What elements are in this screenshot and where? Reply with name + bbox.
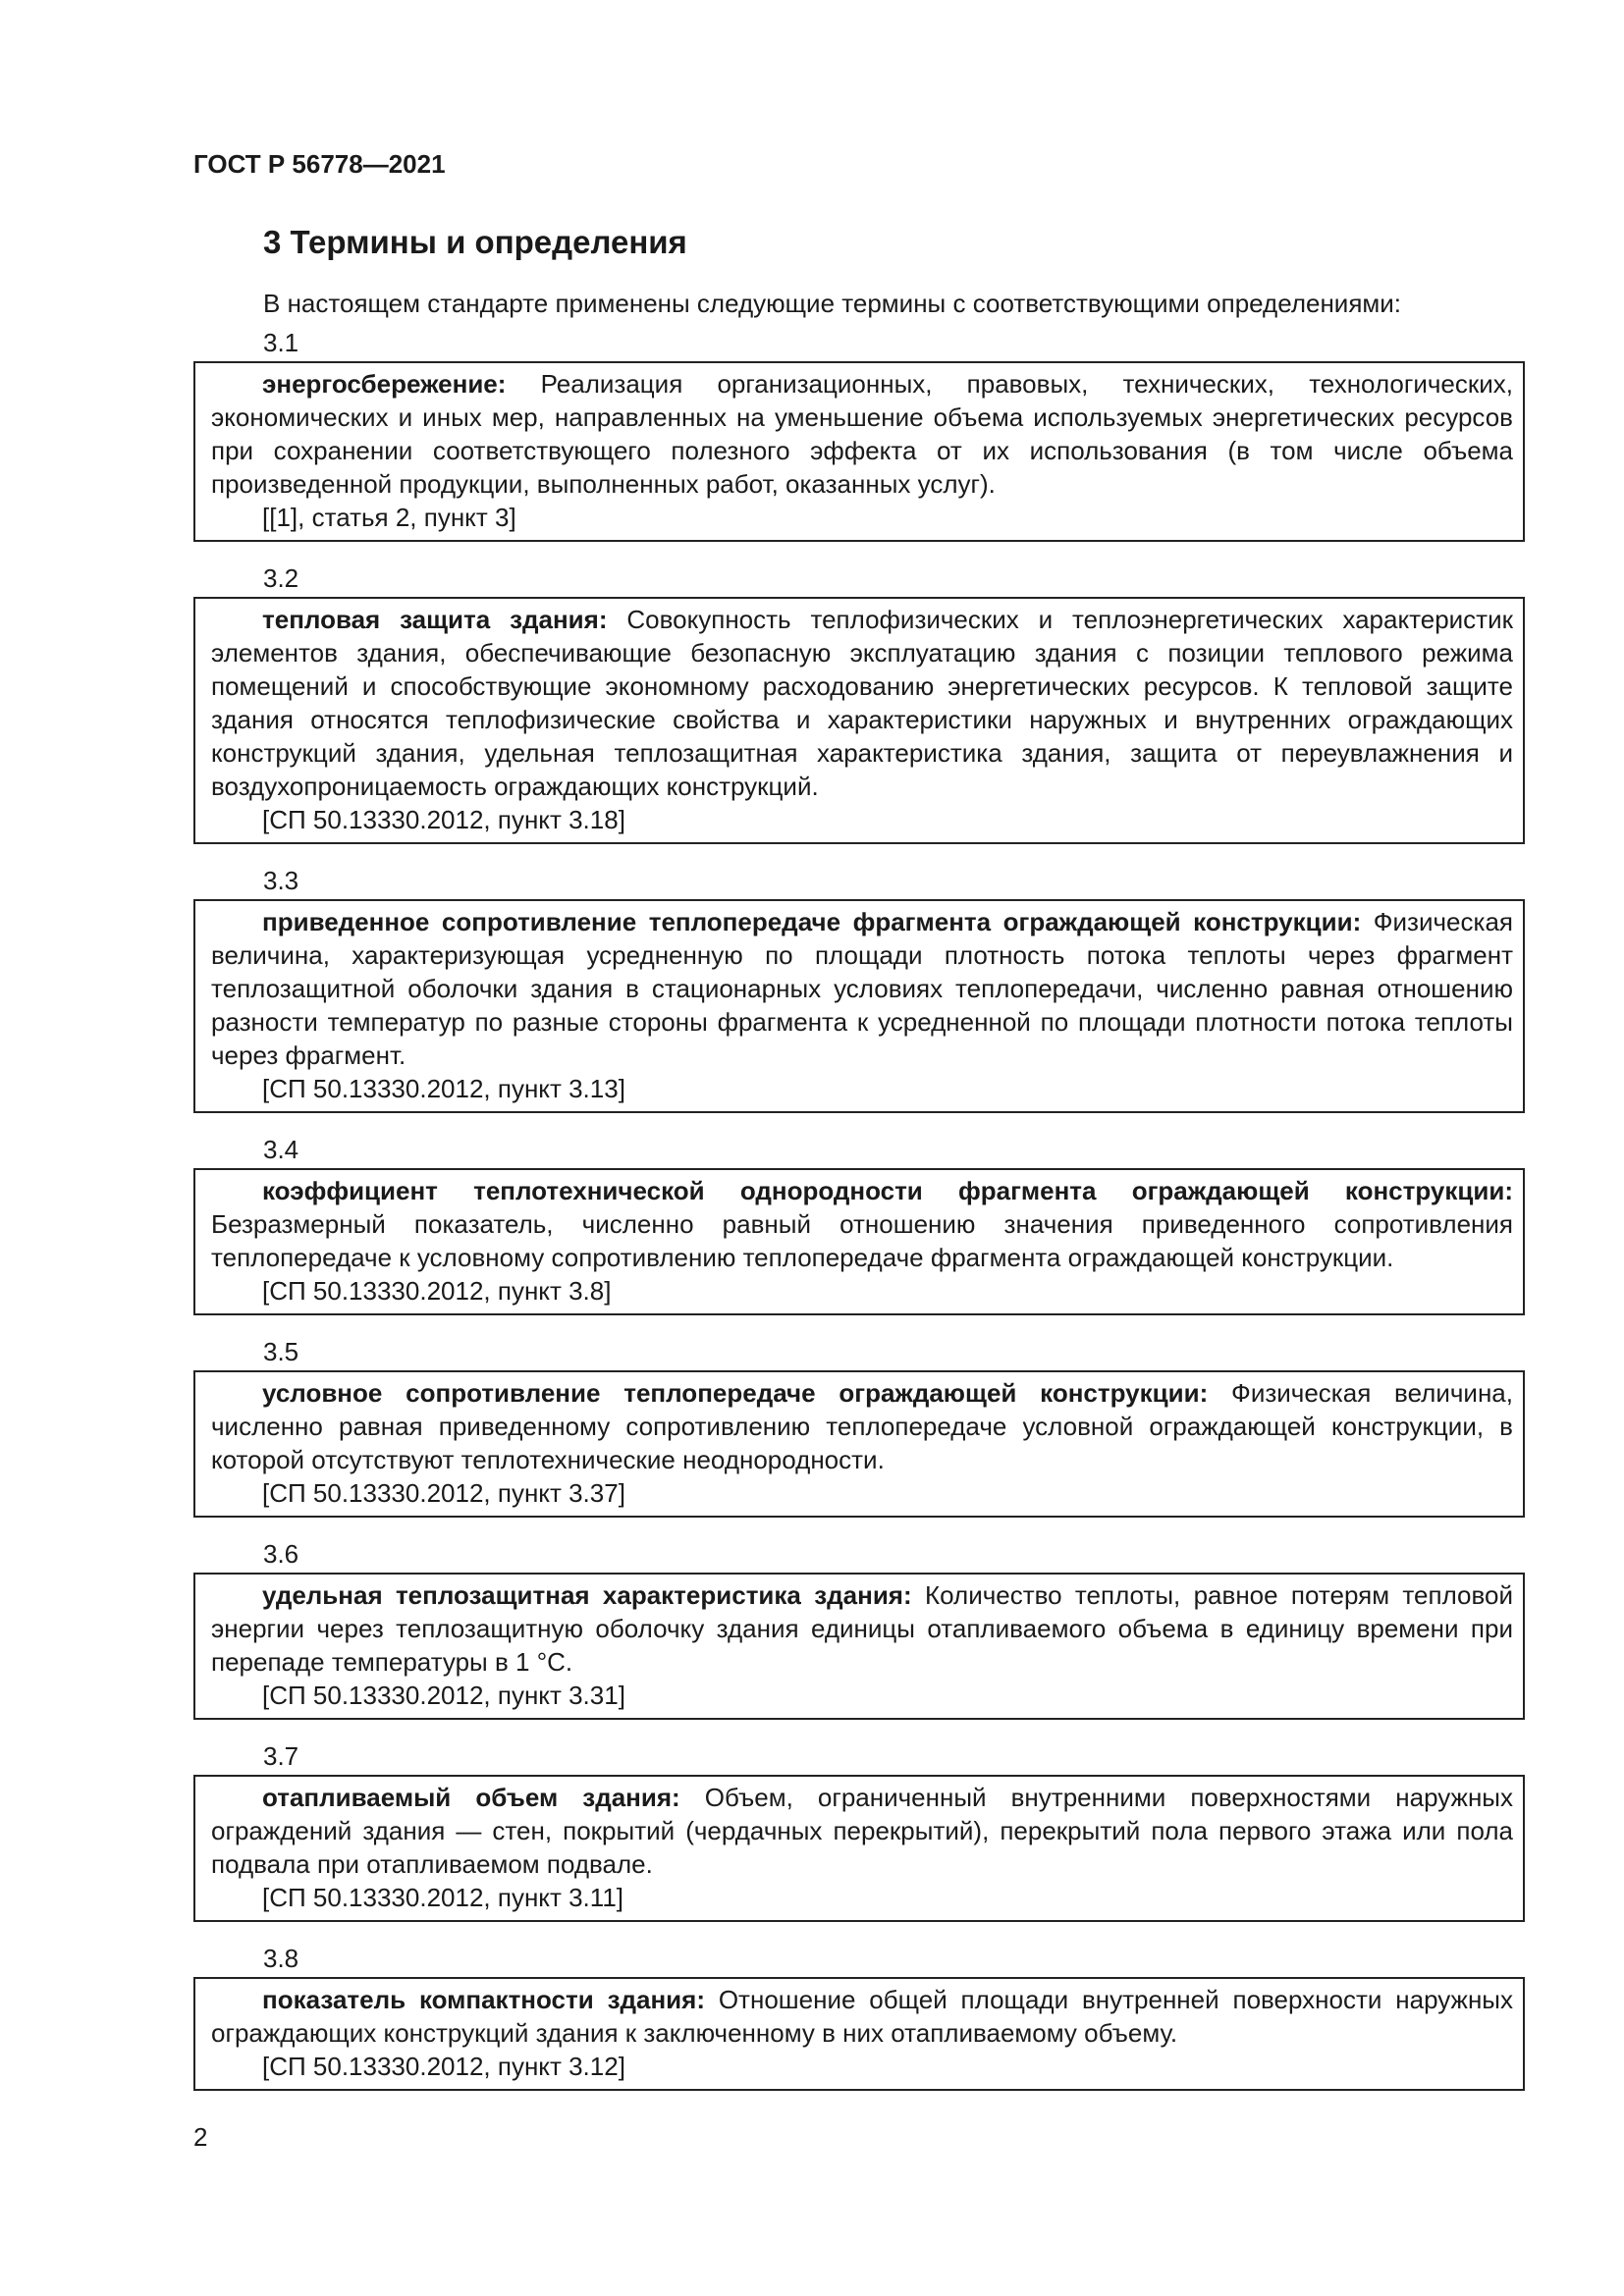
term-definition — [211, 367, 1513, 501]
section-title: 3 Термины и определения — [263, 224, 687, 260]
term-number: 3.2 — [263, 563, 299, 593]
term-name: энергосбережение: — [262, 369, 507, 399]
term-name: отапливаемый объем здания: — [262, 1783, 680, 1812]
term-name: условное сопротивление теплопередаче ограждающей конструкции: — [262, 1378, 1209, 1408]
term-box — [193, 1775, 1525, 1922]
term-text: Объем, ограниченный внутренними поверхностями наружных ограждений здания — стен, покрытий (чердачных перекрытий), перекрытий пола первого этажа или пола подвала при отапливаемом подвале. — [211, 1783, 1513, 1879]
term-number: 3.4 — [263, 1135, 299, 1164]
term-name: тепловая защита здания: — [262, 605, 608, 634]
term-source: [СП 50.13330.2012, пункт 3.37] — [262, 1478, 625, 1508]
term-box — [193, 899, 1525, 1113]
term-definition — [211, 1376, 1513, 1476]
term-number: 3.3 — [263, 866, 299, 895]
term-definition — [211, 1174, 1513, 1274]
term-box — [193, 1168, 1525, 1315]
term-definition — [211, 1983, 1513, 2050]
term-3-2 — [193, 561, 1525, 844]
term-3-1 — [193, 326, 1525, 542]
term-name: удельная теплозащитная характеристика здания: — [262, 1580, 912, 1610]
term-number: 3.6 — [263, 1539, 299, 1569]
term-definition — [211, 905, 1513, 1072]
terms-list — [193, 326, 1525, 2110]
document-header: ГОСТ Р 56778—2021 — [193, 149, 446, 179]
term-box — [193, 361, 1525, 542]
term-name: приведенное сопротивление теплопередаче фрагмента ограждающей конструкции: — [262, 907, 1362, 936]
term-name: показатель компактности здания: — [262, 1985, 705, 2014]
section-intro: В настоящем стандарте применены следующие термины с соответствующими определениями: — [263, 289, 1402, 318]
term-number: 3.1 — [263, 328, 299, 357]
term-box — [193, 1370, 1525, 1518]
term-text: Совокупность теплофизических и теплоэнергетических характеристик элементов здания, обеспечивающие безопасную эксплуатацию здания с позиции теплового режима помещений и способствующие экономному расходованию энергетических ресурсов. К тепловой защите здания относятся теплофизические свойства и характеристики наружных и внутренних ограждающих конструкций здания, удельная теплозащитная характеристика здания, защита от переувлажнения и воздухопроницаемость ограждающих конструкций. — [211, 605, 1513, 801]
term-source: [СП 50.13330.2012, пункт 3.8] — [262, 1276, 612, 1306]
term-3-3 — [193, 864, 1525, 1113]
term-box — [193, 597, 1525, 844]
term-number: 3.5 — [263, 1337, 299, 1366]
term-text: Реализация организационных, правовых, технических, технологических, экономических и иных мер, направленных на уменьшение объема используемых энергетических ресурсов при сохранении соответствующего полезного эффекта от их использования (в том числе объема произведенной продукции, выполненных работ, оказанных услуг). — [211, 369, 1513, 499]
term-3-7 — [193, 1739, 1525, 1922]
term-source: [СП 50.13330.2012, пункт 3.18] — [262, 805, 625, 834]
term-name: коэффициент теплотехнической однородности фрагмента ограждающей конструкции: — [262, 1176, 1513, 1205]
term-source: [СП 50.13330.2012, пункт 3.13] — [262, 1074, 625, 1103]
term-number: 3.8 — [263, 1944, 299, 1973]
term-definition — [211, 1578, 1513, 1679]
term-text: Отношение общей площади внутренней поверхности наружных ограждающих конструкций здания к заключенному в них отапливаемому объему. — [211, 1985, 1513, 2048]
term-text: Безразмерный показатель, численно равный отношению значения приведенного сопротивления теплопередаче к условному сопротивлению теплопередаче фрагмента ограждающей конструкции. — [211, 1209, 1513, 1272]
page-number: 2 — [193, 2122, 208, 2152]
term-box — [193, 1977, 1525, 2091]
term-text: Физическая величина, численно равная приведенному сопротивлению теплопередаче условной ограждающей конструкции, в которой отсутствуют теплотехнические неоднородности. — [211, 1378, 1513, 1474]
term-box — [193, 1573, 1525, 1720]
term-definition — [211, 603, 1513, 803]
term-number: 3.7 — [263, 1741, 299, 1771]
term-3-5 — [193, 1335, 1525, 1518]
term-3-8 — [193, 1942, 1525, 2091]
term-text: Физическая величина, характеризующая усредненную по площади плотность потока теплоты через фрагмент теплозащитной оболочки здания в стационарных условиях теплопередачи, численно равная отношению разности температур по разные стороны фрагмента к усредненной по площади плотности потока теплоты через фрагмент. — [211, 907, 1513, 1070]
term-source: [СП 50.13330.2012, пункт 3.31] — [262, 1681, 625, 1710]
term-source: [[1], статья 2, пункт 3] — [262, 503, 516, 532]
term-source: [СП 50.13330.2012, пункт 3.11] — [262, 1883, 623, 1912]
term-3-6 — [193, 1537, 1525, 1720]
term-text: Количество теплоты, равное потерям тепловой энергии через теплозащитную оболочку здания единицы отапливаемого объема в единицу времени при перепаде температуры в 1 °С. — [211, 1580, 1514, 1677]
term-3-4 — [193, 1133, 1525, 1315]
term-definition — [211, 1781, 1513, 1881]
term-source: [СП 50.13330.2012, пункт 3.12] — [262, 2052, 625, 2081]
